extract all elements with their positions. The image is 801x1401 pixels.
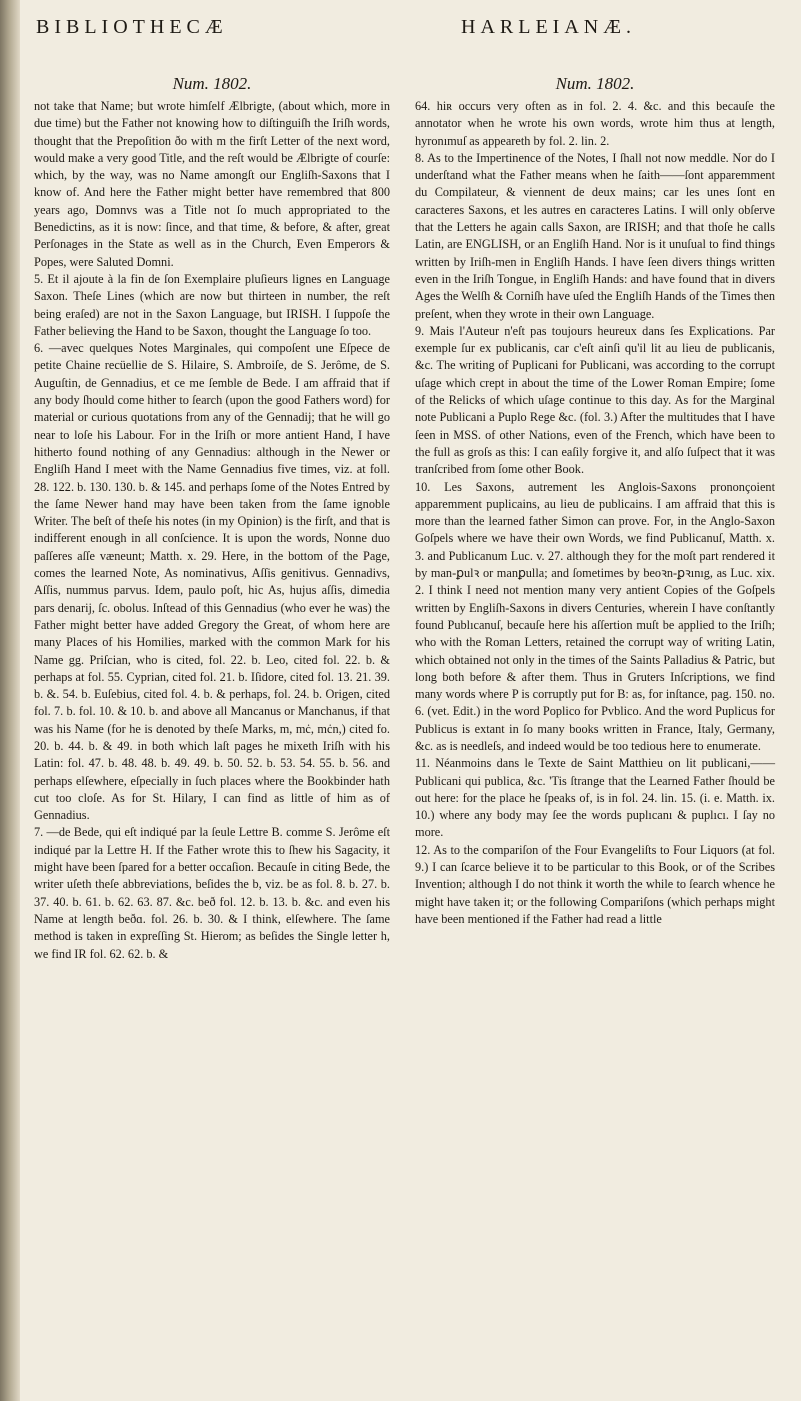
right-paragraph: 12. As to the compariſon of the Four Evangeliſts to Four Liquors (at fol. 9.) I can ſcarce believe it to be particular to this Book, or of the Scribes Invention; although I do not think it worth the while to ſearch whence he might have taken it; or the following Compariſons (which perhaps might have been mentioned if the Father had read a little [415,842,775,926]
right-paragraph: 9. Mais l'Auteur n'eſt pas toujours heureux dans ſes Explications. Par exemple ſur ex publicanis, car c'eſt ainſi qu'il lit au lieu de publicanis, &c. The writing of Puplicani for Publicani, was according to the corrupt uſage which crept in about the time of the Lower Roman Empire; ſome of the Relicks of which uſage continue to this day. As for the Marginal note Publicani a Puplo Rege &c. (fol. 3.) After the multitudes that I have ſeen in MSS. of other Nations, even of the French, which have been to the full as groſs as this: I can eaſily forgive it, and alſo ſuſpect that it was tranſcribed from ſome other Book. [415,323,775,477]
left-paragraph: 7. —de Bede, qui eſt indiqué par la ſeule Lettre B. comme S. Jerôme eſt indiqué par la Lettre H. If the Father wrote this to ſhew his Sagacity, it might have been ſpared for a better occaſion. Becauſe in citing Bede, the writer uſeth theſe abbreviations, beſides the b, viz. be as fol. 8. b. 27. b. 37. 40. b. 61. b. 62. 63. 87. &c. beð fol. 12. b. 13. b. &c. and even his Name at length beðɑ. fol. 26. b. 30. & I think, elſewhere. The ſame method is taken in expreſſing St. Hierom; as beſides the Single letter h, we find IR fol. 62. 62. b. & [34,825,390,961]
left-paragraph: 5. Et il ajoute à la fin de ſon Exemplaire pluſieurs lignes en Language Saxon. Theſe Lines (which are now but thirteen in number, the reſt being eraſed) are not in the Saxon Language, but IRISH. I ſuppoſe the Father believing the Hand to be Saxon, thought the Language ſo too. [34,271,390,338]
left-paragraph: 6. —avec quelques Notes Marginales, qui compoſent une Eſpece de petite Chaine recüellie de S. Hilaire, S. Ambroiſe, de S. Jerôme, de S. Auguſtin, de Gennadius, et ce me ſemble de Bede. I am affraid that if any body ſhould come hither to ſearch (upon the good Fathers word) for material or curious quotations from any of the Gennadij; that he will go near to loſe his Labour. For in the Iriſh or more antient Hand, I have hitherto found nothing of any Gennadius: although in the Newer or Engliſh Hand I meet with the Name Gennadius five times, viz. at foll. 28. 122. b. 130. 130. b. & 145. and perhaps ſome of the Notes Entred by the ſame Newer hand may have been taken from the ſame ignoble Writer. The beſt of theſe his notes (in my Opinion) is the firſt, and that is indifferent enough in all conſcience. It is upon the words, Nonne duo paſſeres aſſe væneunt; Matth. x. 29. Here, in the bottom of the Page, comes the learned Note, As nominativus, Aſſis genitivus. Gennadivs, Aſſis, nummus parvus. Idem, paulo poſt, hic As, hujus aſſis, dimedia pars denarij, ſc. obolus. Inſtead of this Gennadius (who ever he was) the Father might better have added Gregory the Great, of whom here are many Places of his Homilies, marked with the common Mark for his Name gg. Priſcian, who is cited, fol. 22. b. Leo, cited fol. 22. b. & perhaps at fol. 55. Cyprian, cited fol. 21. b. Iſidore, cited fol. 13. 21. 39. b. &. 54. b. Euſebius, cited fol. 4. b. & perhaps, fol. 24. b. Origen, cited fol. 7. b. fol. 10. & 10. b. and above all Mancanus or Manchanus, if that was his Name (for he is denoted by theſe Marks, m, mċ, mċn,) cited fo. 20. b. 44. b. & 49. in both which laſt pages he mixeth Iriſh with his Latin: fol. 47. b. 48. 48. b. 49. 49. b. 50. 52. b. 53. 54. 55. b. 56. and perhaps elſewhere, eſpecially in ſuch places where the Bookbinder hath cut too cloſe. As for St. Hilary, I can find as little of him as of Gennadius. [34,341,390,823]
right-column-heading: Num. 1802. [555,74,635,93]
running-header-left: BIBLIOTHECÆ [36,16,228,38]
running-header-right: HARLEIANÆ. [461,16,636,38]
book-binding-edge [0,0,20,1401]
left-column [34,74,390,963]
right-column [415,74,775,928]
right-paragraph: 10. Les Saxons, autrement les Anglois-Saxons prononçoient apparemment puplicains, au lieu de publicains. I am affraid that this is more than the learned father Simon can prove. For, in the Anglo-Saxon Goſpels where we have their own Words, we find Publicanuſ, Matth. x. 3. and Publicanum Luc. v. 27. although they for the moſt part rendered it by man-ꝑulꝛ or manꝑulla; and ſometimes by beoꝛn-ꝑꝛınıg, as Luc. xix. 2. I think I need not mention many very antient Copies of the Goſpels written by Engliſh-Saxons in divers Centuries, wherein I have conſtantly found Publıcanuſ, becauſe here his aſſertion muſt be applied to the Iriſh; who with the Roman Letters, retained the corrupt way of writing Latin, which obtained not only in the times of the Saints Palladius & Patric, but long both before & after them. Thus in Gruters Inſcriptions, we find many words where P is corruptly put for B: as, for inſtance, pag. 150. no. 6. (vet. Edit.) in the word Poplico for Pvblico. And the word Puplicus for Publicus is extant in ſo many books written in France, Italy, Germany, &c. as is needleſs, and indeed would be too tedious here to enumerate. [415,479,775,753]
left-column-heading: Num. 1802. [172,74,252,93]
right-paragraph: 8. As to the Impertinence of the Notes, I ſhall not now meddle. Nor do I underſtand what the Father means when he ſaith——ſont apparemment du Compilateur, & viennent de deux mains; car les unes ſont en caracteres Saxons, et les autres en caracteres Latins. I will only obſerve that the Letters he again calls Saxon, are IRISH; and that thoſe he calls Latin, are ENGLISH, or an Engliſh Hand. Nor is it unuſual to find things written by Iriſh-men in Engliſh Hands. I have ſeen divers things written even in the Iriſh Tongue, in Engliſh Hands: and have found that in divers Ages the Welſh & Corniſh have uſed the Engliſh Hands of the Times then preſent, when they wrote in their own Language. [415,150,775,321]
right-paragraph: 64. hiʀ occurs very often as in fol. 2. 4. &c. and this becauſe the annotator when he wrote his own words, wrote him thus at length, hyronımuſ as appeareth by fol. 2. lin. 2. [415,99,775,148]
left-paragraph: not take that Name; but wrote himſelf Ælbrigte, (about which, more in due time) but the Father not knowing how to diſtinguiſh the Iriſh words, thought that the Prepoſition ðo with m the firſt Letter of the next word, would make a very good Title, and the reſt would be Ælbrigte of courſe: which, by the way, was no Name amongſt our Engliſh-Saxons that I know of. And here the Father might better have remembred that 800 years ago, Domnvs was a Title not ſo much appropriated to the Benedictins, as it is now: ſince, and that time, & before, & after, great Perſonages in the State as well as in the Church, Even Emperors & Popes, were Saluted Domni. [34,99,390,269]
right-paragraph: 11. Néanmoins dans le Texte de Saint Matthieu on lit publicani,—— Publicani qui publica, &c. 'Tis ſtrange that the Learned Father ſhould be out here: for the place he ſpeaks of, is in fol. 24. lin. 15. (i. e. Matth. ix. 10.) where any body may ſee the words puplıcanı & puplıcı. I ſay no more. [415,756,775,840]
